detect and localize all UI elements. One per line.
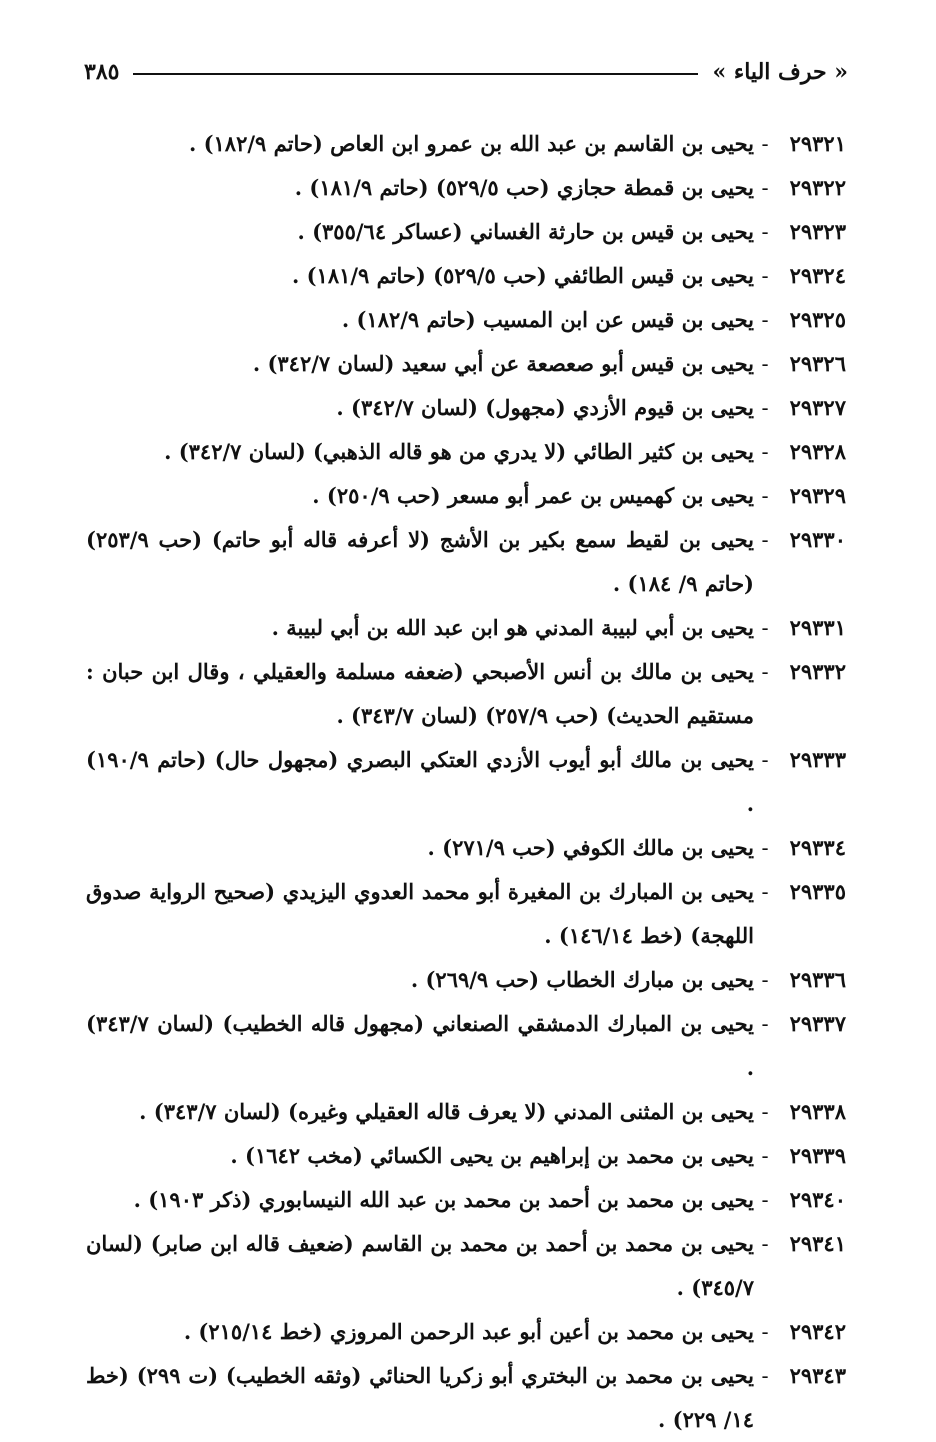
- list-item: [86, 606, 846, 650]
- entry-number: ٢٩٣٢١: [789, 131, 846, 156]
- entry-number: ٢٩٣٣٦: [789, 967, 846, 992]
- entry-dash: -: [761, 616, 769, 640]
- entry-text: يحيى بن أبي لبيبة المدني هو ابن عبد الله بن أبي لبيبة .: [271, 615, 754, 640]
- entry-number: ٢٩٣٢٢: [789, 175, 846, 200]
- list-item: [86, 342, 846, 386]
- entry-number: ٢٩٣٢٤: [789, 263, 846, 288]
- entry-text: يحيى بن محمد بن أحمد بن محمد بن القاسم (ضعيف قاله ابن صابر) (لسان ٣٤٥/٧) .: [86, 1231, 754, 1300]
- entry-text: يحيى بن المثنى المدني (لا يعرف قاله العقيلي وغيره) (لسان ٣٤٣/٧) .: [139, 1099, 754, 1124]
- entry-dash: -: [761, 1012, 769, 1036]
- running-header: [84, 56, 848, 88]
- entry-dash: -: [761, 1144, 769, 1168]
- list-item: [86, 650, 846, 738]
- page-number: ٣٨٥: [84, 59, 120, 85]
- entry-dash: -: [761, 528, 769, 552]
- list-item: [86, 254, 846, 298]
- list-item: [86, 958, 846, 1002]
- entry-number: ٢٩٣٢٥: [789, 307, 846, 332]
- entry-dash: -: [761, 440, 769, 464]
- entry-text: يحيى بن محمد بن أعين أبو عبد الرحمن المروزي (خط ٢١٥/١٤) .: [183, 1319, 754, 1344]
- entry-dash: -: [761, 1232, 769, 1256]
- list-item: [86, 298, 846, 342]
- entry-number: ٢٩٣٤١: [789, 1231, 846, 1256]
- entry-dash: -: [761, 352, 769, 376]
- entry-text: يحيى بن قيس بن حارثة الغساني (عساكر ٣٥٥/٦٤) .: [297, 219, 754, 244]
- entry-dash: -: [761, 1320, 769, 1344]
- entry-text: يحيى بن مالك بن أنس الأصبحي (ضعفه مسلمة والعقيلي ، وقال ابن حبان : مستقيم الحديث) (حب ٢٥٧/٩) (لسان ٣٤٣/٧) .: [86, 659, 754, 728]
- entry-dash: -: [761, 660, 769, 684]
- entry-text: يحيى بن قيس عن ابن المسيب (حاتم ١٨٢/٩) .: [341, 307, 754, 332]
- entry-dash: -: [761, 484, 769, 508]
- list-item: [86, 1178, 846, 1222]
- list-item: [86, 1134, 846, 1178]
- entry-number: ٢٩٣٢٩: [789, 483, 846, 508]
- entry-number: ٢٩٣٣١: [789, 615, 846, 640]
- list-item: [86, 430, 846, 474]
- entry-number: ٢٩٣٤٣: [789, 1363, 846, 1388]
- list-item: [86, 122, 846, 166]
- entry-number: ٢٩٣٣٥: [789, 879, 846, 904]
- entry-dash: -: [761, 176, 769, 200]
- entry-dash: -: [761, 1188, 769, 1212]
- list-item: [86, 1002, 846, 1090]
- entry-number: ٢٩٣٢٦: [789, 351, 846, 376]
- entry-text: يحيى بن المبارك الدمشقي الصنعاني (مجهول قاله الخطيب) (لسان ٣٤٣/٧) .: [86, 1011, 754, 1080]
- list-item: [86, 826, 846, 870]
- entry-number: ٢٩٣٢٨: [789, 439, 846, 464]
- entry-text: يحيى بن القاسم بن عبد الله بن عمرو ابن العاص (حاتم ١٨٢/٩) .: [188, 131, 754, 156]
- entry-list: [86, 122, 846, 1442]
- entry-dash: -: [761, 968, 769, 992]
- entry-dash: -: [761, 836, 769, 860]
- entry-number: ٢٩٣٣٤: [789, 835, 846, 860]
- header-rule: [133, 73, 698, 75]
- entry-dash: -: [761, 1100, 769, 1124]
- entry-text: يحيى بن مبارك الخطاب (حب ٢٦٩/٩) .: [410, 967, 754, 992]
- list-item: [86, 1354, 846, 1442]
- entry-number: ٢٩٣٣٣: [789, 747, 846, 772]
- entry-dash: -: [761, 396, 769, 420]
- entry-text: يحيى بن كثير الطائي (لا يدري من هو قاله الذهبي) (لسان ٣٤٢/٧) .: [164, 439, 754, 464]
- entry-number: ٢٩٣٢٧: [789, 395, 846, 420]
- entry-dash: -: [761, 880, 769, 904]
- list-item: [86, 518, 846, 606]
- list-item: [86, 738, 846, 826]
- list-item: [86, 1310, 846, 1354]
- list-item: [86, 1090, 846, 1134]
- list-item: [86, 166, 846, 210]
- list-item: [86, 474, 846, 518]
- entry-text: يحيى بن لقيط سمع بكير بن الأشج (لا أعرفه قاله أبو حاتم) (حب ٢٥٣/٩) (حاتم ٩/ ١٨٤) .: [86, 527, 754, 596]
- list-item: [86, 870, 846, 958]
- entry-number: ٢٩٣٤٢: [789, 1319, 846, 1344]
- entry-text: يحيى بن قمطة حجازي (حب ٥٢٩/٥) (حاتم ١٨١/٩) .: [294, 175, 754, 200]
- entry-text: يحيى بن قيس أبو صعصعة عن أبي سعيد (لسان ٣٤٢/٧) .: [252, 351, 754, 376]
- entry-number: ٢٩٣٤٠: [789, 1187, 846, 1212]
- entry-number: ٢٩٣٣٢: [789, 659, 846, 684]
- entry-dash: -: [761, 308, 769, 332]
- entry-text: يحيى بن كهميس بن عمر أبو مسعر (حب ٢٥٠/٩) .: [312, 483, 754, 508]
- entry-text: يحيى بن المبارك بن المغيرة أبو محمد العدوي اليزيدي (صحيح الرواية صدوق اللهجة) (خط ١٤٦/١٤) .: [86, 879, 754, 948]
- entry-number: ٢٩٣٣٨: [789, 1099, 846, 1124]
- entry-number: ٢٩٣٣٠: [789, 527, 846, 552]
- entry-text: يحيى بن محمد بن البختري أبو زكريا الحنائي (وثقه الخطيب) (ت ٢٩٩) (خط ١٤/ ٢٢٩) .: [86, 1363, 754, 1432]
- entry-text: يحيى بن مالك أبو أيوب الأزدي العتكي البصري (مجهول حال) (حاتم ١٩٠/٩) .: [86, 747, 754, 816]
- list-item: [86, 210, 846, 254]
- entry-dash: -: [761, 1364, 769, 1388]
- list-item: [86, 386, 846, 430]
- list-item: [86, 1222, 846, 1310]
- entry-dash: -: [761, 132, 769, 156]
- entry-dash: -: [761, 220, 769, 244]
- entry-text: يحيى بن محمد بن أحمد بن محمد بن عبد الله النيسابوري (ذكر ١٩٠٣) .: [133, 1187, 754, 1212]
- chapter-title: « حرف الياء »: [712, 59, 848, 85]
- entry-text: يحيى بن قيس الطائفي (حب ٥٢٩/٥) (حاتم ١٨١/٩) .: [291, 263, 754, 288]
- entry-text: يحيى بن قيوم الأزدي (مجهول) (لسان ٣٤٢/٧) .: [336, 395, 754, 420]
- entry-number: ٢٩٣٣٩: [789, 1143, 846, 1168]
- entry-text: يحيى بن محمد بن إبراهيم بن يحيى الكسائي (مخب ١٦٤٢) .: [230, 1143, 754, 1168]
- entry-number: ٢٩٣٢٣: [789, 219, 846, 244]
- entry-text: يحيى بن مالك الكوفي (حب ٢٧١/٩) .: [427, 835, 754, 860]
- entry-dash: -: [761, 748, 769, 772]
- entry-dash: -: [761, 264, 769, 288]
- entry-number: ٢٩٣٣٧: [789, 1011, 846, 1036]
